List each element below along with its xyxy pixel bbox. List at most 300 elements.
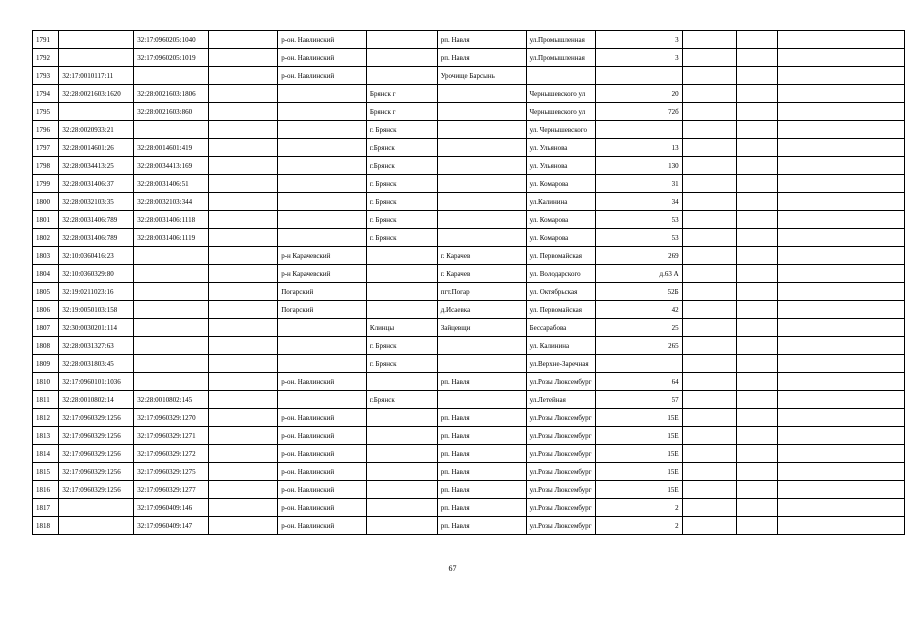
cell-settlement: рп. Навля [437,481,526,499]
cell-street: ул.Розы Люксембург [526,409,595,427]
cell-extra-1 [682,445,737,463]
cell-extra-2 [737,103,778,121]
cell-building-cadastral-number: 32:28:0010802:145 [134,391,209,409]
cell-extra-2 [737,85,778,103]
cell-settlement [437,211,526,229]
cell-street: ул.Розы Люксембург [526,463,595,481]
cell-district: р-н Карачевский [278,265,367,283]
cell-extra-3 [778,517,905,535]
cell-extra-3 [778,175,905,193]
cell-extra-2 [737,373,778,391]
cell-city [366,301,437,319]
cell-cadastral-number [59,103,134,121]
cell-settlement: рп. Навля [437,373,526,391]
cell-settlement: Урочище Барсынь [437,67,526,85]
table-row [33,31,905,49]
cell-house-number: 72б [595,103,682,121]
cell-extra-2 [737,319,778,337]
cell-house-number: 31 [595,175,682,193]
table-row [33,355,905,373]
cell-extra-3 [778,49,905,67]
cell-settlement: рп. Навля [437,463,526,481]
table-row [33,67,905,85]
cell-extra-2 [737,481,778,499]
cell-city [366,517,437,535]
cell-building-cadastral-number: 32:28:0032103:344 [134,193,209,211]
cell-extra-1 [682,319,737,337]
cell-city: г.Брянск [366,157,437,175]
cell-district [278,103,367,121]
table-row [33,211,905,229]
table-row [33,283,905,301]
cell-building-cadastral-number: 32:17:0960205:1040 [134,31,209,49]
cell-reserved [209,103,278,121]
cell-reserved [209,517,278,535]
cell-cadastral-number: 32:17:0960329:1256 [59,481,134,499]
cell-row-index: 1809 [33,355,59,373]
cell-building-cadastral-number: 32:17:0960329:1270 [134,409,209,427]
cell-settlement [437,229,526,247]
cell-extra-3 [778,499,905,517]
cell-reserved [209,391,278,409]
table-row [33,445,905,463]
cell-extra-1 [682,373,737,391]
cell-extra-1 [682,301,737,319]
cell-street: ул. Комарова [526,211,595,229]
cell-street: Бессарабова [526,319,595,337]
cell-cadastral-number: 32:28:0034413:25 [59,157,134,175]
registry-table [32,30,905,535]
cell-settlement [437,139,526,157]
cell-row-index: 1818 [33,517,59,535]
cell-row-index: 1804 [33,265,59,283]
cell-row-index: 1801 [33,211,59,229]
cell-street: Чернышевского ул [526,103,595,121]
cell-row-index: 1799 [33,175,59,193]
cell-extra-1 [682,499,737,517]
cell-extra-3 [778,337,905,355]
cell-extra-1 [682,175,737,193]
cell-settlement: г. Карачев [437,247,526,265]
cell-street: ул.Розы Люксембург [526,517,595,535]
cell-city [366,265,437,283]
cell-extra-3 [778,265,905,283]
cell-row-index: 1812 [33,409,59,427]
cell-city [366,481,437,499]
cell-extra-1 [682,337,737,355]
cell-extra-2 [737,139,778,157]
cell-building-cadastral-number [134,283,209,301]
cell-city: г. Брянск [366,175,437,193]
cell-cadastral-number: 32:28:0014601:26 [59,139,134,157]
cell-cadastral-number: 32:17:0960329:1256 [59,445,134,463]
cell-row-index: 1791 [33,31,59,49]
cell-extra-3 [778,193,905,211]
cell-city: Клинцы [366,319,437,337]
table-row [33,517,905,535]
cell-city: г. Брянск [366,211,437,229]
cell-extra-2 [737,265,778,283]
cell-cadastral-number: 32:28:0031406:37 [59,175,134,193]
cell-street: ул. Ульянова [526,139,595,157]
cell-district: р-он. Навлинский [278,427,367,445]
cell-building-cadastral-number: 32:17:0960409:147 [134,517,209,535]
cell-street: ул. Володарского [526,265,595,283]
cell-row-index: 1806 [33,301,59,319]
cell-row-index: 1803 [33,247,59,265]
cell-city [366,49,437,67]
cell-cadastral-number: 32:30:0030201:114 [59,319,134,337]
cell-extra-3 [778,157,905,175]
cell-house-number: 13 [595,139,682,157]
cell-city: г. Брянск [366,229,437,247]
cell-house-number: 3 [595,49,682,67]
cell-street: Чернышевского ул [526,85,595,103]
cell-extra-2 [737,67,778,85]
cell-cadastral-number: 32:10:0360416:23 [59,247,134,265]
cell-extra-1 [682,283,737,301]
cell-house-number: 269 [595,247,682,265]
cell-district: р-он. Навлинский [278,517,367,535]
cell-house-number: 130 [595,157,682,175]
cell-house-number: 265 [595,337,682,355]
cell-street: ул.Калинина [526,193,595,211]
cell-extra-3 [778,229,905,247]
cell-district [278,193,367,211]
cell-district [278,391,367,409]
cell-city [366,373,437,391]
cell-cadastral-number: 32:28:0010802:14 [59,391,134,409]
cell-city: г.Брянск [366,139,437,157]
cell-row-index: 1794 [33,85,59,103]
cell-cadastral-number: 32:28:0031327:63 [59,337,134,355]
cell-city: Брянск г [366,85,437,103]
cell-reserved [209,85,278,103]
cell-extra-3 [778,283,905,301]
table-row [33,49,905,67]
cell-cadastral-number: 32:17:0960329:1256 [59,427,134,445]
cell-settlement [437,103,526,121]
cell-reserved [209,211,278,229]
cell-extra-1 [682,409,737,427]
cell-house-number [595,67,682,85]
cell-extra-2 [737,409,778,427]
table-row [33,481,905,499]
cell-row-index: 1816 [33,481,59,499]
cell-reserved [209,319,278,337]
cell-street: ул. Октябрьская [526,283,595,301]
cell-street: ул. Ульянова [526,157,595,175]
cell-building-cadastral-number [134,373,209,391]
cell-extra-1 [682,481,737,499]
cell-extra-2 [737,121,778,139]
cell-house-number: 25 [595,319,682,337]
cell-cadastral-number: 32:10:0360329:80 [59,265,134,283]
cell-building-cadastral-number: 32:28:0014601:419 [134,139,209,157]
cell-settlement [437,157,526,175]
cell-extra-1 [682,67,737,85]
cell-extra-3 [778,481,905,499]
cell-building-cadastral-number [134,319,209,337]
cell-cadastral-number: 32:19:0211023:16 [59,283,134,301]
table-row [33,193,905,211]
cell-extra-3 [778,247,905,265]
cell-street: ул.Верхне-Заречная [526,355,595,373]
cell-row-index: 1805 [33,283,59,301]
table-row [33,139,905,157]
cell-reserved [209,409,278,427]
cell-building-cadastral-number [134,301,209,319]
cell-building-cadastral-number [134,67,209,85]
cell-house-number: 15Е [595,445,682,463]
cell-street: ул. Чернышевского [526,121,595,139]
cell-extra-3 [778,85,905,103]
cell-district: Погарский [278,301,367,319]
cell-reserved [209,193,278,211]
cell-reserved [209,373,278,391]
cell-settlement [437,193,526,211]
cell-extra-1 [682,229,737,247]
cell-reserved [209,499,278,517]
cell-cadastral-number [59,49,134,67]
cell-extra-3 [778,409,905,427]
cell-district [278,157,367,175]
cell-row-index: 1802 [33,229,59,247]
table-row [33,103,905,121]
cell-extra-3 [778,67,905,85]
cell-extra-3 [778,463,905,481]
cell-extra-3 [778,373,905,391]
cell-settlement [437,121,526,139]
cell-street: ул.Промышленная [526,31,595,49]
table-row [33,391,905,409]
cell-cadastral-number [59,499,134,517]
cell-street: ул.Розы Люксембург [526,445,595,463]
cell-house-number: д.63 А [595,265,682,283]
cell-row-index: 1817 [33,499,59,517]
cell-settlement: рп. Навля [437,517,526,535]
cell-extra-2 [737,355,778,373]
cell-extra-1 [682,49,737,67]
cell-house-number: 15Е [595,481,682,499]
cell-settlement: рп. Навля [437,31,526,49]
cell-reserved [209,157,278,175]
cell-cadastral-number: 32:28:0031406:789 [59,211,134,229]
cell-cadastral-number: 32:19:0050103:158 [59,301,134,319]
cell-street: ул.Розы Люксембург [526,373,595,391]
cell-row-index: 1807 [33,319,59,337]
cell-house-number: 53 [595,211,682,229]
cell-building-cadastral-number: 32:17:0960329:1271 [134,427,209,445]
cell-extra-1 [682,121,737,139]
cell-row-index: 1793 [33,67,59,85]
table-row [33,175,905,193]
cell-extra-1 [682,391,737,409]
cell-district: р-он. Навлинский [278,499,367,517]
cell-district: р-он. Навлинский [278,67,367,85]
cell-extra-2 [737,463,778,481]
cell-district: р-он. Навлинский [278,445,367,463]
cell-extra-1 [682,31,737,49]
cell-extra-3 [778,211,905,229]
cell-street: ул.Розы Люксембург [526,427,595,445]
table-row [33,373,905,391]
cell-house-number: 15Е [595,427,682,445]
cell-extra-2 [737,247,778,265]
cell-extra-2 [737,301,778,319]
cell-extra-1 [682,517,737,535]
cell-city [366,463,437,481]
cell-settlement: г. Карачев [437,265,526,283]
cell-settlement [437,337,526,355]
cell-building-cadastral-number [134,121,209,139]
table-row [33,301,905,319]
cell-district: р-он. Навлинский [278,409,367,427]
cell-extra-2 [737,283,778,301]
cell-extra-1 [682,211,737,229]
cell-extra-2 [737,445,778,463]
cell-house-number: 53 [595,229,682,247]
cell-extra-1 [682,85,737,103]
cell-street: ул. Первомайская [526,301,595,319]
cell-reserved [209,67,278,85]
cell-extra-2 [737,193,778,211]
cell-extra-2 [737,517,778,535]
cell-street: ул.Розы Люксембург [526,499,595,517]
cell-cadastral-number: 32:28:0031803:45 [59,355,134,373]
cell-extra-3 [778,139,905,157]
cell-reserved [209,301,278,319]
cell-row-index: 1800 [33,193,59,211]
cell-extra-2 [737,391,778,409]
table-row [33,247,905,265]
cell-building-cadastral-number: 32:28:0034413:169 [134,157,209,175]
table-row [33,427,905,445]
cell-reserved [209,121,278,139]
table-row [33,463,905,481]
cell-row-index: 1815 [33,463,59,481]
cell-house-number [595,121,682,139]
cell-row-index: 1813 [33,427,59,445]
cell-street: ул.Летейная [526,391,595,409]
cell-reserved [209,481,278,499]
cell-settlement: рп. Навля [437,499,526,517]
cell-building-cadastral-number: 32:28:0031406:1118 [134,211,209,229]
cell-street: ул.Розы Люксембург [526,481,595,499]
cell-extra-2 [737,499,778,517]
cell-extra-3 [778,301,905,319]
cell-city: г. Брянск [366,355,437,373]
cell-street: ул. Первомайская [526,247,595,265]
cell-district [278,355,367,373]
cell-extra-3 [778,355,905,373]
cell-extra-3 [778,31,905,49]
cell-reserved [209,175,278,193]
cell-extra-2 [737,31,778,49]
cell-reserved [209,31,278,49]
cell-district: р-он. Навлинский [278,31,367,49]
cell-building-cadastral-number [134,337,209,355]
cell-district [278,85,367,103]
cell-house-number: 20 [595,85,682,103]
cell-reserved [209,355,278,373]
cell-extra-1 [682,247,737,265]
cell-city [366,31,437,49]
cell-building-cadastral-number: 32:17:0960329:1277 [134,481,209,499]
cell-reserved [209,427,278,445]
cell-extra-1 [682,355,737,373]
cell-settlement: рп. Навля [437,427,526,445]
cell-district [278,229,367,247]
cell-street [526,67,595,85]
cell-extra-1 [682,427,737,445]
cell-reserved [209,247,278,265]
table-row [33,265,905,283]
cell-row-index: 1808 [33,337,59,355]
cell-district [278,319,367,337]
cell-city [366,499,437,517]
cell-city: г. Брянск [366,121,437,139]
table-row [33,319,905,337]
cell-extra-1 [682,265,737,283]
cell-settlement: д.Исаевка [437,301,526,319]
cell-reserved [209,229,278,247]
cell-street: ул. Комарова [526,175,595,193]
cell-settlement: Зайцевщи [437,319,526,337]
cell-extra-2 [737,175,778,193]
cell-house-number: 42 [595,301,682,319]
cell-extra-2 [737,211,778,229]
cell-cadastral-number [59,517,134,535]
cell-reserved [209,337,278,355]
cell-row-index: 1792 [33,49,59,67]
cell-district: р-н Карачевский [278,247,367,265]
cell-cadastral-number: 32:28:0021603:1620 [59,85,134,103]
cell-extra-3 [778,391,905,409]
cell-building-cadastral-number: 32:28:0031406:51 [134,175,209,193]
cell-building-cadastral-number: 32:17:0960205:1019 [134,49,209,67]
cell-house-number: 2 [595,517,682,535]
cell-settlement [437,355,526,373]
cell-extra-3 [778,427,905,445]
cell-cadastral-number: 32:28:0020933:21 [59,121,134,139]
cell-extra-1 [682,463,737,481]
cell-row-index: 1797 [33,139,59,157]
cell-row-index: 1798 [33,157,59,175]
cell-cadastral-number [59,31,134,49]
table-row [33,409,905,427]
cell-extra-3 [778,121,905,139]
cell-reserved [209,49,278,67]
cell-settlement: пгт.Погар [437,283,526,301]
cell-house-number: 3 [595,31,682,49]
cell-district [278,337,367,355]
cell-city: г. Брянск [366,337,437,355]
cell-district: р-он. Навлинский [278,463,367,481]
cell-cadastral-number: 32:17:0960329:1256 [59,463,134,481]
cell-row-index: 1814 [33,445,59,463]
cell-district [278,139,367,157]
cell-reserved [209,283,278,301]
page-number: 67 [448,564,457,573]
cell-cadastral-number: 32:17:0960329:1256 [59,409,134,427]
cell-cadastral-number: 32:28:0031406:789 [59,229,134,247]
cell-settlement [437,85,526,103]
cell-building-cadastral-number: 32:17:0960329:1275 [134,463,209,481]
cell-row-index: 1796 [33,121,59,139]
cell-extra-3 [778,319,905,337]
cell-extra-3 [778,445,905,463]
